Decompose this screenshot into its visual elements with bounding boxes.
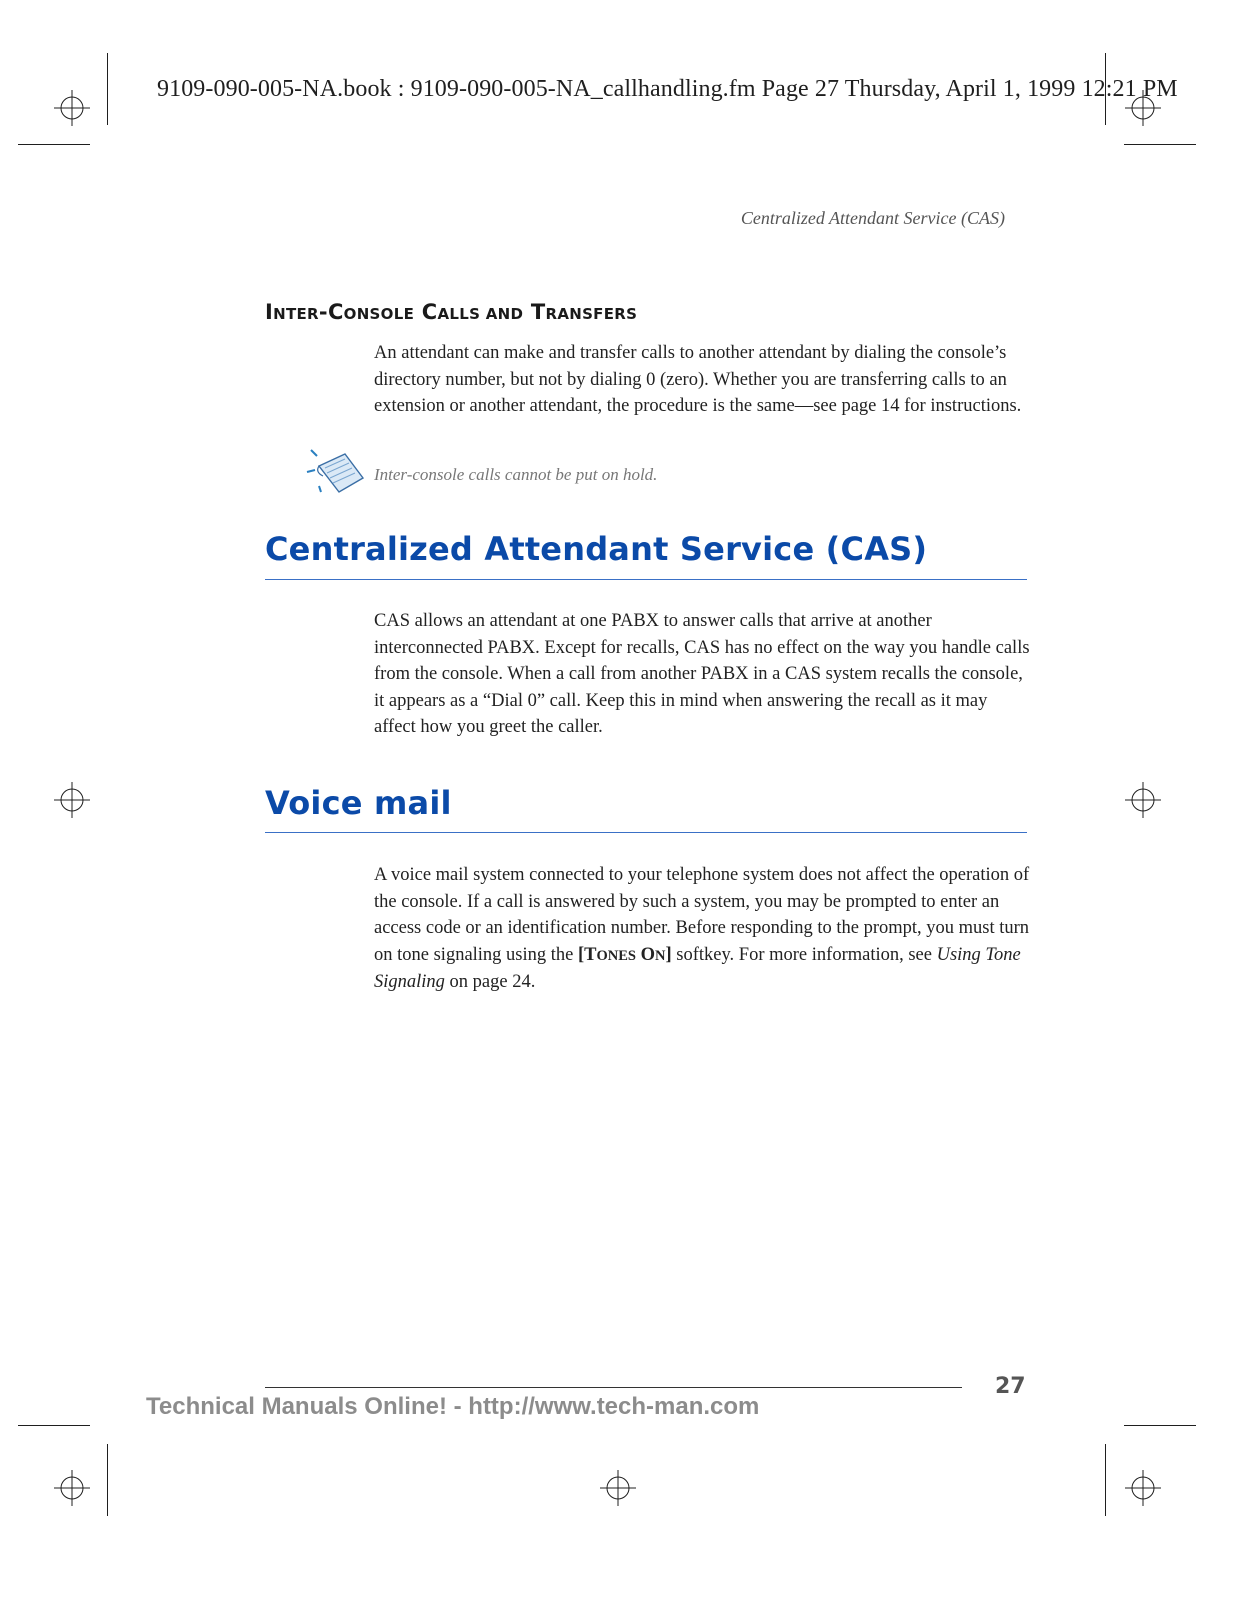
- title-part: ALLS AND: [437, 305, 524, 323]
- crop-mark-bottom-right-horizontal: [1124, 1425, 1196, 1426]
- footer-rule: [265, 1387, 962, 1388]
- book-file-header: 9109-090-005-NA.book : 9109-090-005-NA_callhandling.fm Page 27 Thursday, April 1, 1999 12:21 PM: [157, 76, 1178, 102]
- title-part: NTER: [273, 305, 319, 323]
- crop-mark-bottom-right-vertical: [1105, 1444, 1106, 1516]
- softkey-part: ONES: [596, 947, 636, 964]
- running-head: Centralized Attendant Service (CAS): [740, 208, 1005, 228]
- note-paper-icon: [305, 448, 367, 498]
- registration-mark-icon: [54, 782, 90, 818]
- title-part: C: [414, 300, 438, 324]
- cas-paragraph: CAS allows an attendant at one PABX to answer calls that arrive at another interconnected PABX. Except for recalls, CAS has no effect on the way you handle calls from the console. When a call from another PABX in a CAS system recalls the console, it appears as a “Dial 0” call. Keep this in mind when answering the recall as it may affect how you greet the caller.: [374, 611, 1030, 737]
- title-part: I: [265, 300, 274, 324]
- registration-mark-icon: [54, 90, 90, 126]
- registration-mark-icon: [54, 1470, 90, 1506]
- crop-mark-top-left-vertical: [107, 53, 108, 125]
- registration-mark-icon: [600, 1470, 636, 1506]
- registration-mark-icon: [1125, 1470, 1161, 1506]
- page-number: 27: [995, 1374, 1026, 1399]
- softkey-part: O: [636, 944, 656, 965]
- note-text: Inter-console calls cannot be put on hold.: [374, 465, 658, 484]
- softkey-part: [T: [578, 944, 597, 965]
- softkey-label: [578, 945, 672, 965]
- voice-mail-text: A voice mail system connected to your telephone system does not affect the operation of the console. If a call is answered by such a system, you may be prompted to enter an access code or an identification number. Before responding to the prompt, you must turn on tone signaling using the: [374, 865, 1030, 965]
- section-rule: [265, 832, 1027, 833]
- crop-mark-top-left-horizontal: [18, 144, 90, 145]
- cross-reference-link[interactable]: Using Tone Signaling: [374, 944, 1021, 992]
- registration-mark-icon: [1125, 782, 1161, 818]
- footer-website-link[interactable]: Technical Manuals Online! - http://www.tech-man.com: [146, 1393, 760, 1420]
- subsection-title-inter-console: [265, 300, 637, 324]
- crop-mark-bottom-left-horizontal: [18, 1425, 90, 1426]
- title-part: T: [523, 300, 546, 324]
- crop-mark-bottom-left-vertical: [107, 1444, 108, 1516]
- section-title-voice-mail: Voice mail: [265, 784, 452, 822]
- section-rule: [265, 579, 1027, 580]
- voice-mail-text: softkey. For more information, see: [671, 944, 937, 965]
- crop-mark-top-right-horizontal: [1124, 144, 1196, 145]
- softkey-part: N: [655, 947, 666, 964]
- title-part: RANSFERS: [545, 305, 638, 323]
- title-part: -C: [318, 300, 344, 324]
- softkey-part: ]: [665, 944, 672, 965]
- section-title-cas: Centralized Attendant Service (CAS): [265, 530, 928, 568]
- inter-console-paragraph: An attendant can make and transfer calls to another attendant by dialing the console’s directory number, but not by dialing 0 (zero). Whether you are transferring calls to an extension or another attendant, the procedure is the same—see page 14 for instructions.: [374, 343, 1022, 416]
- voice-mail-text: on page 24.: [444, 972, 536, 992]
- title-part: ONSOLE: [343, 305, 415, 323]
- voice-mail-paragraph: [374, 862, 1030, 996]
